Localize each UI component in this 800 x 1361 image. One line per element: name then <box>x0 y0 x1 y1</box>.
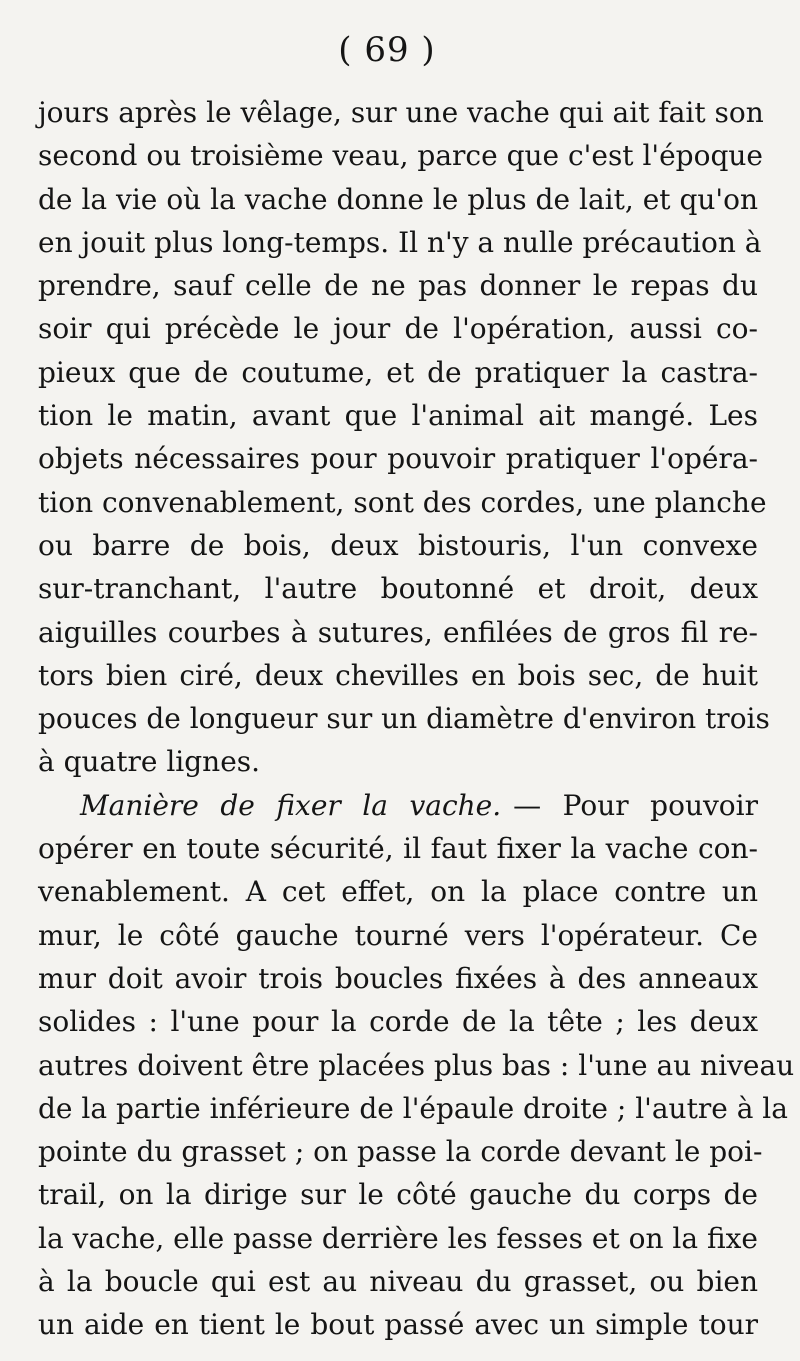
text-line: en jouit plus long-temps. Il n'y a nulle précaution à <box>38 225 762 259</box>
body-text <box>38 91 795 1347</box>
text-line: de la partie inférieure de l'épaule droite ; l'autre à la <box>38 1091 788 1125</box>
text-line: à la boucle qui est au niveau du grasset, ou bien <box>38 1265 758 1299</box>
text-line: autres doivent être placées plus bas : l'une au niveau <box>38 1048 795 1082</box>
text-line: mur doit avoir trois boucles fixées à des anneaux <box>38 961 758 995</box>
text-line: pointe du grasset ; on passe la corde devant le poi- <box>38 1135 763 1169</box>
text-line: tion le matin, avant que l'animal ait mangé. Les <box>38 399 758 433</box>
text-line: tion convenablement, sont des cordes, une planche <box>38 485 767 519</box>
section-heading: Manière de fixer la vache. <box>80 788 502 822</box>
text-line: solides : l'une pour la corde de la tête ; les deux <box>38 1005 758 1039</box>
text-line: un aide en tient le bout passé avec un simple tour <box>38 1308 758 1342</box>
section-first-line <box>38 784 758 827</box>
text-line: de la vie où la vache donne le plus de lait, et qu'on <box>38 182 758 216</box>
text-line: pieux que de coutume, et de pratiquer la castra- <box>38 355 758 389</box>
text-line: jours après le vêlage, sur une vache qui ait fait son <box>38 96 764 129</box>
text-line: tors bien ciré, deux chevilles en bois sec, de huit <box>38 658 758 692</box>
text-line: à quatre lignes. <box>38 745 261 779</box>
text-line: second ou troisième veau, parce que c'est l'époque <box>38 139 763 173</box>
text-line: ou barre de bois, deux bistouris, l'un convexe <box>38 528 758 562</box>
text-line: opérer en toute sécurité, il faut fixer la vache con- <box>38 832 758 866</box>
text-line: pouces de longueur sur un diamètre d'environ trois <box>38 702 770 736</box>
text-line: mur, le côté gauche tourné vers l'opérateur. Ce <box>38 918 758 952</box>
text-line: trail, on la dirige sur le côté gauche du corps de <box>38 1178 758 1212</box>
text-line: la vache, elle passe derrière les fesses et on la fixe <box>38 1221 758 1255</box>
text-line: venablement. A cet effet, on la place contre un <box>38 875 758 909</box>
page-number: ( 69 ) <box>338 30 436 70</box>
text-line: objets nécessaires pour pouvoir pratiquer l'opéra- <box>38 442 758 476</box>
text-line: sur-tranchant, l'autre boutonné et droit, deux <box>38 572 758 606</box>
text-line: soir qui précède le jour de l'opération, aussi co- <box>38 312 758 346</box>
text-line: aiguilles courbes à sutures, enfilées de gros fil re- <box>38 615 758 649</box>
text-line: prendre, sauf celle de ne pas donner le repas du <box>38 269 758 303</box>
section-first-line-text: — Pour pouvoir <box>513 788 758 822</box>
